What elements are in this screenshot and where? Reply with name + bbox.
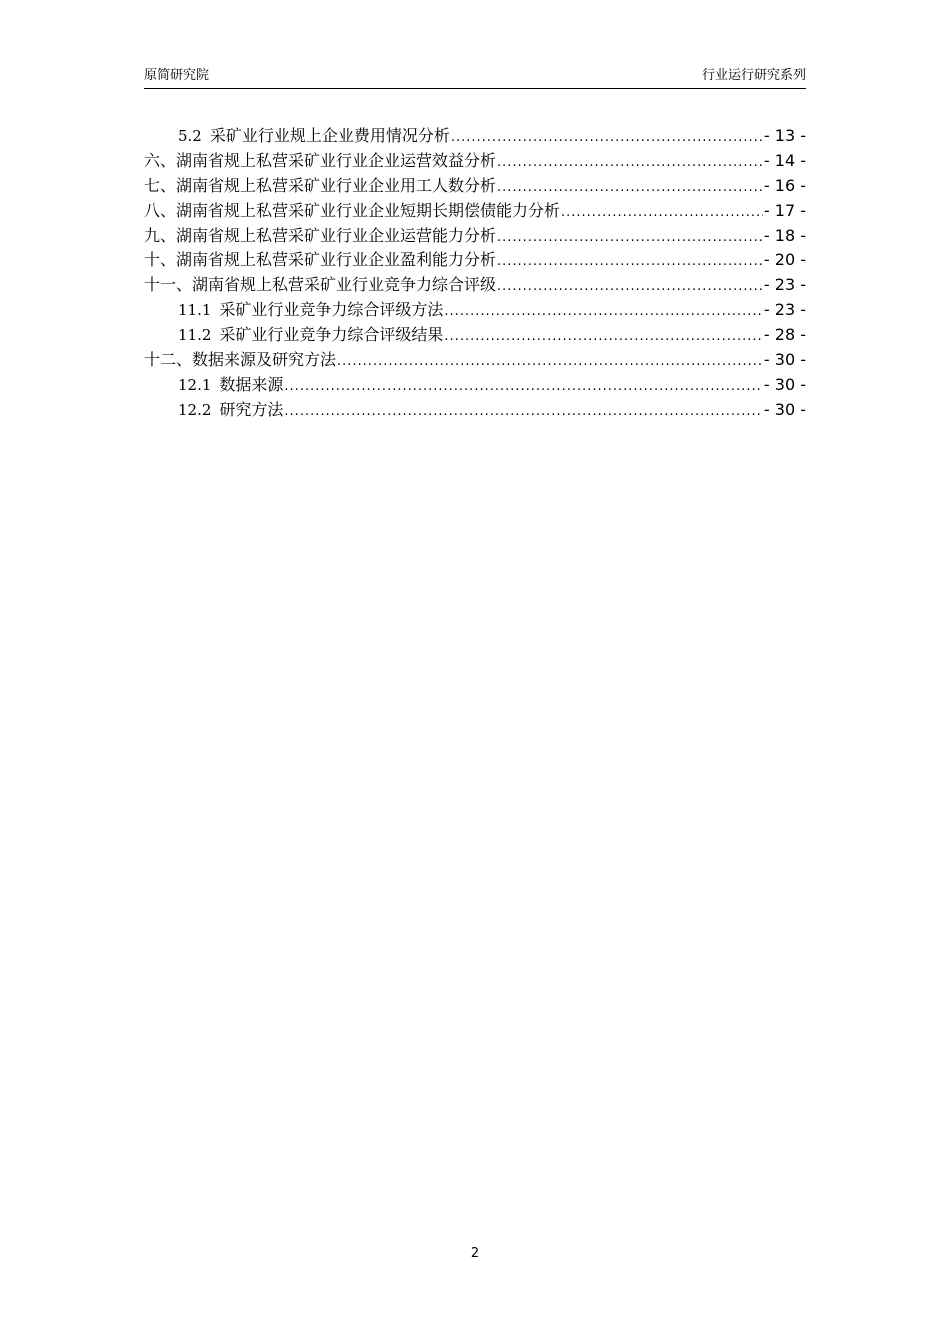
toc-entry-title: 数据来源 [219, 374, 284, 394]
header-organization: 原简研究院 [144, 68, 210, 83]
toc-entry[interactable] [144, 398, 806, 423]
page-header [144, 66, 806, 89]
toc-entry[interactable] [144, 348, 806, 373]
toc-entry-title: 采矿业行业规上企业费用情况分析 [209, 126, 450, 145]
page-number: 2 [470, 1246, 480, 1261]
toc-entry-title: 九、湖南省规上私营采矿业行业企业运营能力分析 [144, 225, 497, 245]
toc-dot-leader [497, 151, 763, 176]
toc-entry-page: - 14 - [763, 150, 806, 170]
toc-dot-leader [451, 126, 763, 151]
toc-entry-page: - 13 - [763, 126, 806, 145]
toc-dot-leader [497, 275, 763, 300]
toc-entry-title: 六、湖南省规上私营采矿业行业企业运营效益分析 [144, 150, 497, 170]
toc-entry-title: 采矿业行业竞争力综合评级结果 [219, 325, 444, 345]
toc-entry-number: 11.1 [178, 301, 212, 320]
toc-dot-leader [337, 350, 763, 375]
toc-entry-page: - 28 - [763, 325, 806, 345]
toc-entry-title: 研究方法 [219, 399, 284, 419]
toc-entry-page: - 30 - [763, 399, 806, 419]
toc-dot-leader [444, 325, 763, 350]
toc-dot-leader [444, 300, 763, 325]
toc-entry-title: 十二、数据来源及研究方法 [144, 350, 337, 370]
toc-entry-number: 5.2 [178, 127, 202, 145]
toc-dot-leader [284, 400, 763, 425]
toc-entry-page: - 16 - [763, 175, 806, 195]
toc-entry[interactable] [144, 373, 806, 398]
toc-entry-page: - 30 - [763, 374, 806, 394]
toc-entry-number: 12.1 [178, 375, 212, 394]
toc-entry-page: - 18 - [763, 225, 806, 245]
toc-entry-title: 七、湖南省规上私营采矿业行业企业用工人数分析 [144, 175, 497, 195]
toc-dot-leader [497, 226, 763, 251]
toc-entry-page: - 23 - [763, 300, 806, 320]
toc-dot-leader [561, 201, 763, 226]
toc-entry-number: 11.2 [178, 326, 212, 345]
toc-dot-leader [284, 375, 763, 400]
toc-entry-page: - 30 - [763, 350, 806, 370]
header-series-title: 行业运行研究系列 [701, 68, 806, 83]
toc-entry-number: 12.2 [178, 400, 212, 419]
toc-entry[interactable] [144, 174, 806, 199]
toc-entry[interactable] [144, 224, 806, 249]
toc-entry[interactable] [144, 323, 806, 348]
toc-entry-title: 八、湖南省规上私营采矿业行业企业短期长期偿债能力分析 [144, 200, 561, 220]
toc-entry-page: - 20 - [763, 250, 806, 270]
toc-entry[interactable] [144, 124, 806, 149]
toc-dot-leader [497, 176, 763, 201]
toc-entry-title: 采矿业行业竞争力综合评级方法 [219, 300, 444, 320]
toc-entry[interactable] [144, 298, 806, 323]
toc-entry[interactable] [144, 199, 806, 224]
toc-entry[interactable] [144, 149, 806, 174]
table-of-contents [144, 124, 806, 423]
toc-entry-title: 十、湖南省规上私营采矿业行业企业盈利能力分析 [144, 250, 497, 270]
toc-entry[interactable] [144, 248, 806, 273]
toc-entry[interactable] [144, 273, 806, 298]
toc-entry-page: - 23 - [763, 275, 806, 295]
toc-entry-title: 十一、湖南省规上私营采矿业行业竞争力综合评级 [144, 275, 497, 295]
toc-entry-page: - 17 - [763, 200, 806, 220]
toc-dot-leader [497, 250, 763, 275]
